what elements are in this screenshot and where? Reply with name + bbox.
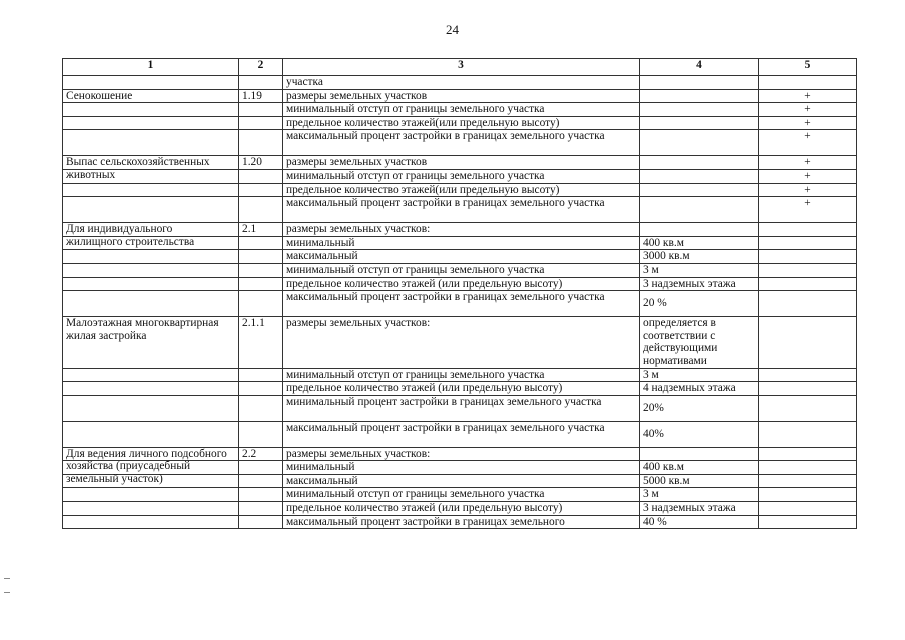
code-cell — [239, 488, 283, 502]
header-col-5: 5 — [759, 59, 857, 76]
mark-cell — [759, 263, 857, 277]
land-use-name-cell — [63, 116, 239, 130]
mark-cell: + — [759, 197, 857, 223]
parameter-cell: участка — [283, 76, 640, 90]
code-cell — [239, 291, 283, 317]
table-row — [63, 447, 857, 461]
land-use-name-cell — [63, 130, 239, 156]
mark-cell — [759, 368, 857, 382]
code-cell — [239, 197, 283, 223]
parameter-cell: максимальный процент застройки в границах земельного участка — [283, 130, 640, 156]
parameter-cell: размеры земельных участков: — [283, 447, 640, 461]
land-use-name-cell — [63, 317, 239, 368]
value-cell — [640, 156, 759, 170]
table-row — [63, 223, 857, 237]
mark-cell — [759, 76, 857, 90]
mark-cell — [759, 291, 857, 317]
mark-cell — [759, 447, 857, 461]
parameter-cell: предельное количество этажей (или предельную высоту) — [283, 502, 640, 516]
value-cell: 3 м — [640, 263, 759, 277]
code-cell — [239, 277, 283, 291]
value-cell: 40% — [640, 421, 759, 447]
parameter-cell: максимальный процент застройки в границах земельного участка — [283, 421, 640, 447]
table-row — [63, 89, 857, 103]
land-use-name: Выпас сельскохозяйственных животных — [66, 156, 210, 181]
mark-cell: + — [759, 116, 857, 130]
land-use-name-cell — [63, 395, 239, 421]
mark-cell: + — [759, 169, 857, 183]
land-use-name: Сенокошение — [66, 89, 133, 102]
value-cell: 3 надземных этажа — [640, 502, 759, 516]
table-row — [63, 250, 857, 264]
code-cell: 2.1.1 — [239, 317, 283, 368]
parameter-cell: максимальный процент застройки в границах земельного — [283, 515, 640, 529]
table-row — [63, 263, 857, 277]
code-cell — [239, 421, 283, 447]
mark-cell — [759, 382, 857, 396]
land-use-name-cell — [63, 488, 239, 502]
mark-cell — [759, 515, 857, 529]
parameter-cell: максимальный — [283, 474, 640, 488]
value-cell: 400 кв.м — [640, 236, 759, 250]
table-row — [63, 197, 857, 223]
header-col-2: 2 — [239, 59, 283, 76]
parameter-cell: максимальный — [283, 250, 640, 264]
mark-cell: + — [759, 156, 857, 170]
land-use-name-cell — [63, 156, 239, 181]
value-cell: 20% — [640, 395, 759, 421]
table-row — [63, 488, 857, 502]
land-use-name-cell — [63, 263, 239, 277]
land-use-name-cell — [63, 382, 239, 396]
parameter-cell: минимальный процент застройки в границах земельного участка — [283, 395, 640, 421]
code-cell: 2.1 — [239, 223, 283, 237]
mark-cell — [759, 461, 857, 475]
code-cell — [239, 368, 283, 382]
margin-mark — [4, 578, 10, 579]
code-cell — [239, 515, 283, 529]
table-row — [63, 277, 857, 291]
table-row — [63, 382, 857, 396]
code-cell — [239, 502, 283, 516]
code-cell — [239, 130, 283, 156]
value-cell: определяется в соответствии с действующими нормативами — [640, 317, 759, 368]
mark-cell — [759, 277, 857, 291]
parameter-cell: размеры земельных участков — [283, 156, 640, 170]
land-use-name-cell — [63, 76, 239, 90]
code-cell — [239, 103, 283, 117]
land-use-regulations-table — [62, 58, 857, 529]
code-cell — [239, 382, 283, 396]
value-cell: 3 м — [640, 368, 759, 382]
land-use-name-cell — [63, 183, 239, 197]
table-row — [63, 130, 857, 156]
parameter-cell: минимальный отступ от границы земельного участка — [283, 368, 640, 382]
value-cell: 20 % — [640, 291, 759, 317]
code-cell — [239, 395, 283, 421]
mark-cell — [759, 395, 857, 421]
table-row — [63, 421, 857, 447]
table-row — [63, 103, 857, 117]
value-cell: 40 % — [640, 515, 759, 529]
code-cell — [239, 169, 283, 183]
mark-cell — [759, 317, 857, 368]
mark-cell: + — [759, 103, 857, 117]
parameter-cell: минимальный — [283, 461, 640, 475]
land-use-name-cell — [63, 250, 239, 264]
value-cell: 4 надземных этажа — [640, 382, 759, 396]
mark-cell: + — [759, 89, 857, 103]
mark-cell — [759, 421, 857, 447]
table-row — [63, 395, 857, 421]
mark-cell — [759, 223, 857, 237]
value-cell — [640, 130, 759, 156]
parameter-cell: предельное количество этажей (или предельную высоту) — [283, 277, 640, 291]
parameter-cell: предельное количество этажей(или предельную высоту) — [283, 183, 640, 197]
table-row — [63, 515, 857, 529]
value-cell — [640, 89, 759, 103]
land-use-name-cell — [63, 502, 239, 516]
code-cell — [239, 474, 283, 488]
value-cell: 400 кв.м — [640, 461, 759, 475]
mark-cell — [759, 474, 857, 488]
table-row — [63, 76, 857, 90]
value-cell: 3000 кв.м — [640, 250, 759, 264]
table-row — [63, 317, 857, 368]
table-row — [63, 156, 857, 170]
land-use-name-cell — [63, 223, 239, 248]
value-cell: 5000 кв.м — [640, 474, 759, 488]
parameter-cell: минимальный отступ от границы земельного участка — [283, 103, 640, 117]
parameter-cell: максимальный процент застройки в границах земельного участка — [283, 291, 640, 317]
code-cell — [239, 76, 283, 90]
parameter-cell: максимальный процент застройки в границах земельного участка — [283, 197, 640, 223]
code-cell: 1.20 — [239, 156, 283, 170]
header-col-4: 4 — [640, 59, 759, 76]
mark-cell: + — [759, 183, 857, 197]
parameter-cell: размеры земельных участков: — [283, 223, 640, 237]
code-cell — [239, 236, 283, 250]
code-cell — [239, 250, 283, 264]
header-col-3: 3 — [283, 59, 640, 76]
table-row — [63, 183, 857, 197]
parameter-cell: размеры земельных участков — [283, 89, 640, 103]
code-cell: 2.2 — [239, 447, 283, 461]
parameter-cell: предельное количество этажей (или предельную высоту) — [283, 382, 640, 396]
value-cell — [640, 197, 759, 223]
land-use-name-cell — [63, 89, 239, 103]
value-cell — [640, 447, 759, 461]
value-cell: 3 надземных этажа — [640, 277, 759, 291]
mark-cell — [759, 502, 857, 516]
land-use-name-cell — [63, 103, 239, 117]
value-cell — [640, 169, 759, 183]
code-cell — [239, 263, 283, 277]
land-use-name: Для ведения личного подсобного хозяйства (приусадебный земельный участок) — [66, 447, 227, 485]
header-col-1: 1 — [63, 59, 239, 76]
value-cell: 3 м — [640, 488, 759, 502]
land-use-name-cell — [63, 447, 239, 485]
code-cell — [239, 183, 283, 197]
land-use-name-cell — [63, 368, 239, 382]
mark-cell — [759, 250, 857, 264]
parameter-cell: минимальный отступ от границы земельного участка — [283, 488, 640, 502]
value-cell — [640, 116, 759, 130]
value-cell — [640, 103, 759, 117]
mark-cell — [759, 488, 857, 502]
mark-cell: + — [759, 130, 857, 156]
parameter-cell: минимальный отступ от границы земельного участка — [283, 263, 640, 277]
table-header-row — [63, 59, 857, 76]
table-row — [63, 291, 857, 317]
land-use-name: Для индивидуального жилищного строительства — [66, 223, 195, 248]
parameter-cell: предельное количество этажей(или предельную высоту) — [283, 116, 640, 130]
code-cell — [239, 116, 283, 130]
value-cell — [640, 76, 759, 90]
table-row — [63, 116, 857, 130]
parameter-cell: минимальный — [283, 236, 640, 250]
code-cell — [239, 461, 283, 475]
land-use-name-cell — [63, 277, 239, 291]
value-cell — [640, 183, 759, 197]
land-use-name-cell — [63, 421, 239, 447]
margin-mark — [4, 592, 10, 593]
land-use-name-cell — [63, 291, 239, 317]
page-number: 24 — [446, 22, 459, 37]
parameter-cell: минимальный отступ от границы земельного участка — [283, 169, 640, 183]
land-use-name-cell — [63, 197, 239, 223]
code-cell: 1.19 — [239, 89, 283, 103]
land-use-name-cell — [63, 515, 239, 529]
value-cell — [640, 223, 759, 237]
parameter-cell: размеры земельных участков: — [283, 317, 640, 368]
table-row — [63, 502, 857, 516]
table-row — [63, 368, 857, 382]
land-use-name: Малоэтажная многоквартирная жилая застройка — [66, 317, 219, 342]
mark-cell — [759, 236, 857, 250]
